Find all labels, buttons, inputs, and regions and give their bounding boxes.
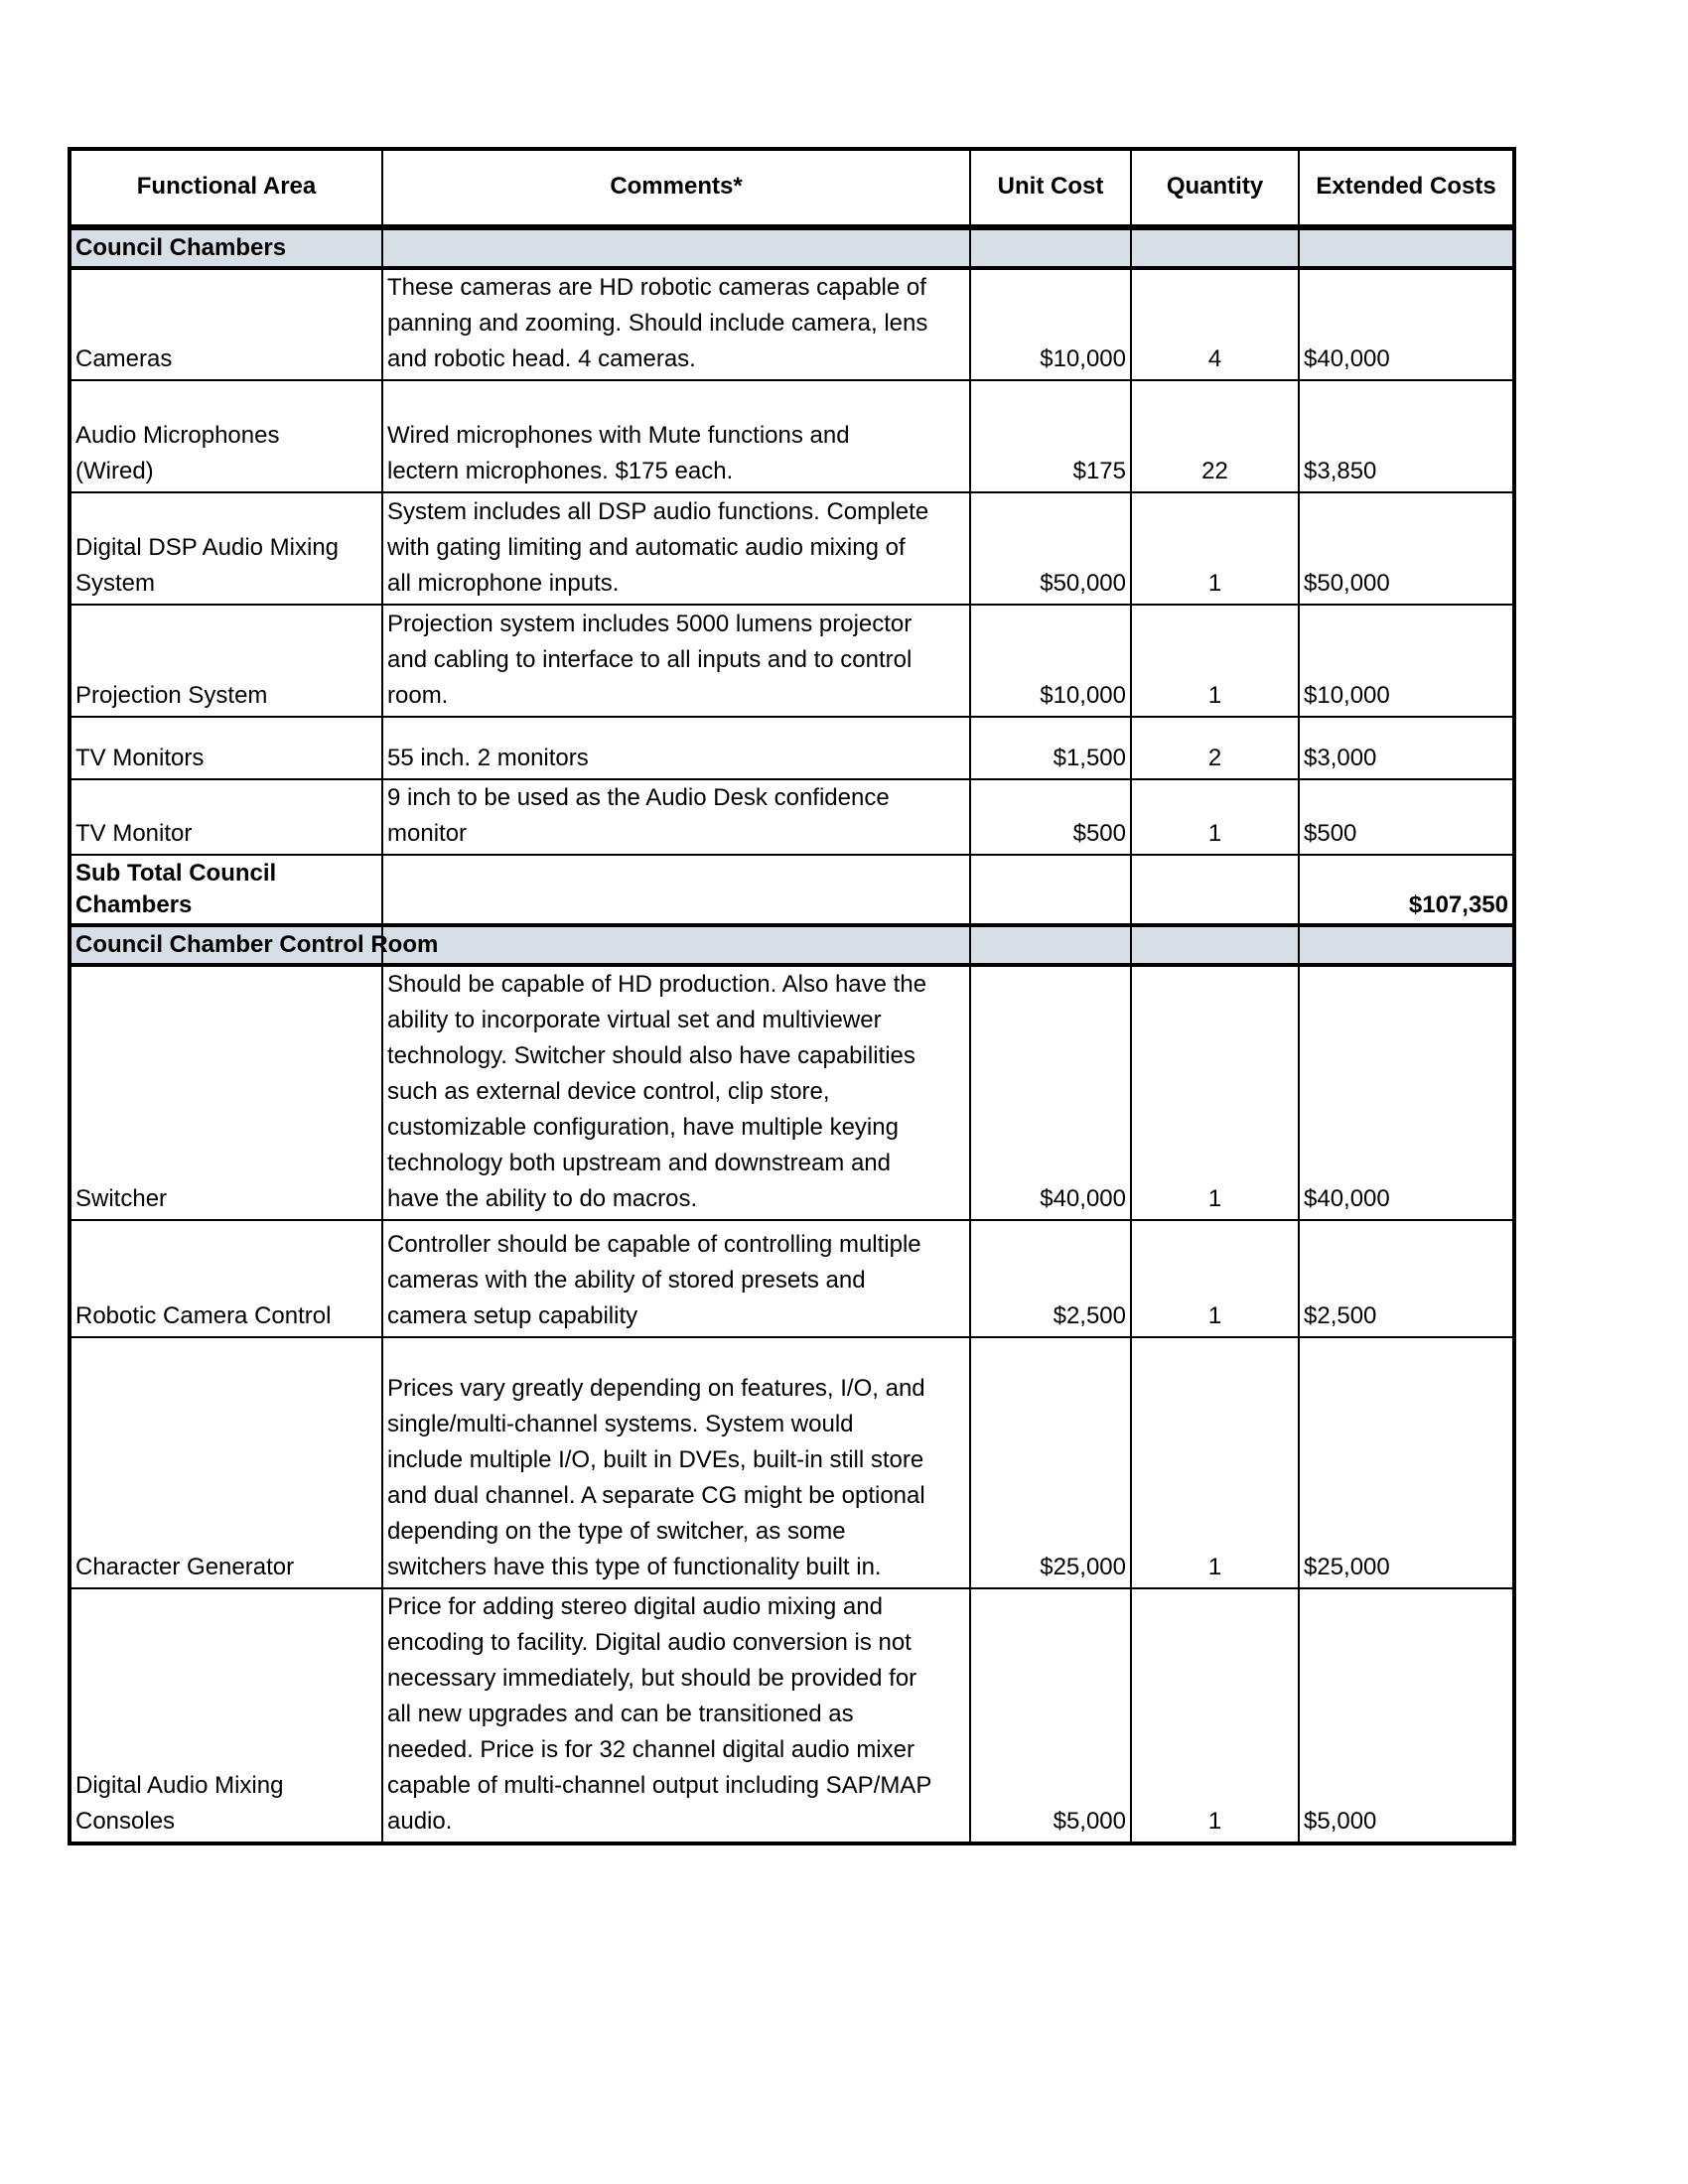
table-row-projection [70,605,1514,717]
row-extended-cost: $5,000 [1299,1588,1514,1843]
row-extended-cost: $2,500 [1299,1220,1514,1337]
row-area: Audio Microphones (Wired) [70,380,382,492]
row-extended-cost: $25,000 [1299,1337,1514,1588]
section-title: Council Chamber Control Room [75,931,439,958]
row-area: Character Generator [70,1337,382,1588]
row-quantity: 2 [1131,717,1299,779]
header-quantity: Quantity [1131,149,1299,227]
section-header-control-room [70,925,1514,965]
row-comment: These cameras are HD robotic cameras capable of panning and zooming. Should include camera, lens and robotic head. 4 cameras. [382,268,970,380]
row-unit-cost: $2,500 [970,1220,1131,1337]
row-comment: Price for adding stereo digital audio mixing and encoding to facility. Digital audio conversion is not necessary immediately, but should be provided for all new upgrades and can be transitioned as needed. Price is for 32 channel digital audio mixer capable of multi-channel output including SAP/MAP audio. [382,1588,970,1843]
row-unit-cost: $10,000 [970,605,1131,717]
row-comment: Projection system includes 5000 lumens projector and cabling to interface to all inputs and to control room. [382,605,970,717]
table-row-robotic-camera-control [70,1220,1514,1337]
row-quantity: 1 [1131,1337,1299,1588]
row-comment: 9 inch to be used as the Audio Desk confidence monitor [382,779,970,855]
row-unit-cost: $175 [970,380,1131,492]
row-unit-cost: $10,000 [970,268,1131,380]
table-row-digital-audio-mixing [70,1588,1514,1843]
row-comment: System includes all DSP audio functions. Complete with gating limiting and automatic audio mixing of all microphone inputs. [382,492,970,605]
section-header-council-chambers [70,227,1514,268]
row-unit-cost: $50,000 [970,492,1131,605]
subtotal-label: Sub Total Council Chambers [70,855,382,925]
row-comment: Should be capable of HD production. Also have the ability to incorporate virtual set and multiviewer technology. Switcher should also have capabilities such as external device control, clip store, customizable configuration, have multiple keying technology both upstream and downstream and have the ability to do macros. [382,965,970,1220]
row-quantity: 1 [1131,779,1299,855]
table-row-character-generator [70,1337,1514,1588]
row-extended-cost: $3,000 [1299,717,1514,779]
row-quantity: 1 [1131,492,1299,605]
row-area: Digital DSP Audio Mixing System [70,492,382,605]
table-row-switcher [70,965,1514,1220]
header-comments: Comments* [382,149,970,227]
row-extended-cost: $50,000 [1299,492,1514,605]
header-extended-costs: Extended Costs [1299,149,1514,227]
row-extended-cost: $40,000 [1299,268,1514,380]
row-unit-cost: $5,000 [970,1588,1131,1843]
row-area: Cameras [70,268,382,380]
row-quantity: 1 [1131,605,1299,717]
header-unit-cost: Unit Cost [970,149,1131,227]
row-unit-cost: $500 [970,779,1131,855]
row-quantity: 1 [1131,1588,1299,1843]
row-area: Switcher [70,965,382,1220]
table-row-tv-monitors [70,717,1514,779]
row-extended-cost: $3,850 [1299,380,1514,492]
row-extended-cost: $40,000 [1299,965,1514,1220]
row-quantity: 1 [1131,1220,1299,1337]
row-area: Digital Audio Mixing Consoles [70,1588,382,1843]
header-row [70,149,1514,227]
row-unit-cost: $25,000 [970,1337,1131,1588]
cost-table [68,147,1516,1845]
row-comment: Wired microphones with Mute functions and lectern microphones. $175 each. [382,380,970,492]
section-title: Council Chambers [75,234,287,261]
row-area: Robotic Camera Control [70,1220,382,1337]
row-quantity: 22 [1131,380,1299,492]
row-quantity: 4 [1131,268,1299,380]
row-area: TV Monitor [70,779,382,855]
row-area: TV Monitors [70,717,382,779]
table-row-tv-monitor [70,779,1514,855]
row-unit-cost: $1,500 [970,717,1131,779]
row-area: Projection System [70,605,382,717]
row-comment: Controller should be capable of controlling multiple cameras with the ability of stored presets and camera setup capability [382,1220,970,1337]
table-row-cameras [70,268,1514,380]
table-row-dsp-mixing [70,492,1514,605]
subtotal-row [70,855,1514,925]
header-functional-area: Functional Area [70,149,382,227]
row-comment: 55 inch. 2 monitors [382,717,970,779]
subtotal-value: $107,350 [1299,855,1514,925]
row-comment: Prices vary greatly depending on features, I/O, and single/multi-channel systems. System would include multiple I/O, built in DVEs, built-in still store and dual channel. A separate CG might be optional depending on the type of switcher, as some switchers have this type of functionality built in. [382,1337,970,1588]
cost-estimate-sheet [68,147,1516,1845]
row-extended-cost: $10,000 [1299,605,1514,717]
row-extended-cost: $500 [1299,779,1514,855]
row-unit-cost: $40,000 [970,965,1131,1220]
table-row-audio-microphones [70,380,1514,492]
row-quantity: 1 [1131,965,1299,1220]
